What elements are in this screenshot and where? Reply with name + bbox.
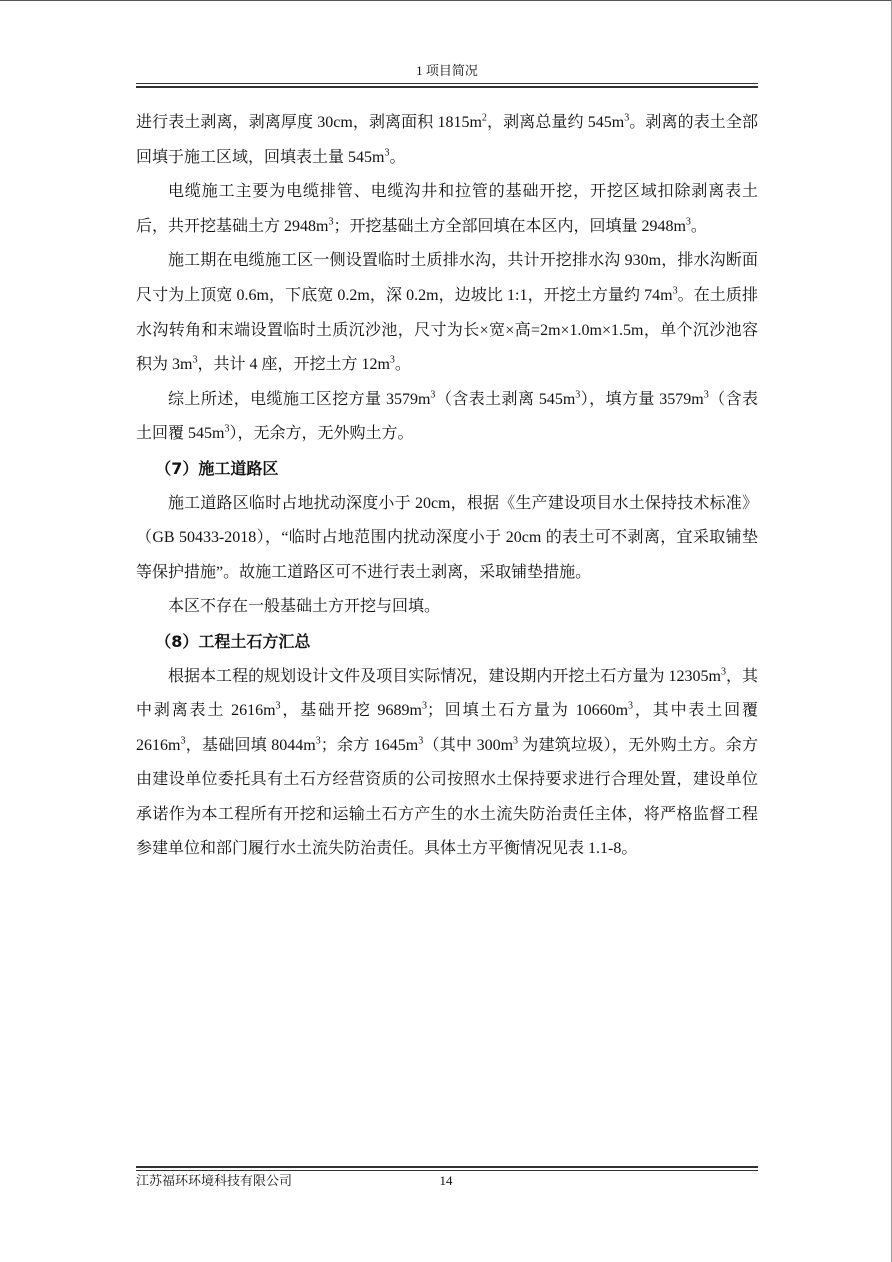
text-run: 。: [690, 217, 707, 235]
text-run: ），填方量 3579m: [580, 390, 704, 408]
superscript: 3: [224, 424, 230, 436]
superscript: 3: [328, 216, 334, 228]
paragraph: [136, 487, 758, 591]
superscript: 3: [624, 112, 630, 124]
text-run: ，其中表土回覆 2616m: [136, 702, 758, 754]
text-run: 。: [394, 356, 411, 374]
text-run: ，剥离总量约 545m: [486, 114, 625, 131]
superscript: 3: [418, 735, 424, 747]
superscript: 3: [275, 700, 281, 712]
section-heading: [136, 452, 758, 487]
page-number: 14: [439, 1173, 453, 1188]
superscript: 3: [628, 700, 634, 712]
paragraph: [136, 106, 758, 175]
paragraph: [136, 175, 758, 244]
text-run: 。剥离的表土全部回填于施工区域，回填表土量 545m: [136, 114, 758, 166]
header-rule: [136, 83, 758, 84]
text-run: 。: [389, 148, 406, 166]
superscript: 3: [315, 735, 321, 747]
superscript: 3: [720, 666, 726, 678]
section-heading: [136, 625, 758, 660]
text-run: 。在土质排水沟转角和末端设置临时土质沉沙池，尺寸为长×宽×高=2m×1.0m×1.5m，单个沉沙池容积为 3m: [136, 286, 758, 374]
paragraph: [136, 590, 758, 625]
text-run: （其中 300m: [423, 736, 514, 754]
paragraph: [136, 244, 758, 382]
superscript: 3: [575, 389, 581, 401]
body-text: [136, 106, 758, 867]
text-run: 综上所述，电缆施工区挖方量 3579m: [168, 390, 431, 408]
superscript: 3: [180, 735, 186, 747]
text-run: ，共计 4 座，开挖土方 12m: [197, 356, 390, 374]
paragraph: [136, 383, 758, 452]
running-header: 1 项目简况: [416, 63, 478, 78]
superscript: 3: [513, 735, 519, 747]
text-run: 进行表土剥离，剥离厚度 30cm，剥离面积 1815m: [136, 114, 482, 131]
text-run: 为建筑垃圾），无外购土方。余方由建设单位委托具有土石方经营资质的公司按照水土保持要求进行合理处置，建设单位承诺作为本工程所有开挖和运输土石方产生的水土流失防治责任主体，将严格监督工程参建单位和部门履行水土流失防治责任。具体土方平衡情况见表 1.1-8。: [136, 736, 758, 858]
text-run: ，基础回填 8044m: [185, 736, 316, 754]
text-run: 施工道路区临时占地扰动深度小于 20cm，根据《生产建设项目水土保持技术标准》（GB 50433-2018），“临时占地范围内扰动深度小于 20cm 的表土可不剥离，宜采取铺垫等保护措施”。故施工道路区可不进行表土剥离，采取铺垫措施。: [136, 494, 758, 581]
text-run: （7）施工道路区: [155, 458, 279, 478]
text-run: （含表土剥离 545m: [435, 390, 576, 408]
superscript: 3: [703, 389, 709, 401]
text-run: ），无余方，无外购土方。: [229, 425, 414, 443]
superscript: 2: [481, 112, 487, 124]
superscript: 3: [389, 354, 395, 366]
superscript: 3: [384, 147, 390, 159]
text-run: （含表土回覆 545m: [136, 390, 758, 443]
footer-rule: [136, 1170, 758, 1171]
footer-rule-bold: [136, 1166, 758, 1168]
superscript: 3: [430, 389, 436, 401]
page-top-border: [0, 0, 892, 1]
superscript: 3: [421, 700, 427, 712]
text-run: （8）工程土石方汇总: [155, 631, 311, 651]
text-run: ，其中剥离表土 2616m: [136, 667, 758, 720]
text-run: 根据本工程的规划设计文件及项目实际情况，建设期内开挖土石方量为 12305m: [168, 667, 721, 685]
superscript: 3: [192, 354, 198, 366]
text-run: 电缆施工主要为电缆排管、电缆沟井和拉管的基础开挖，开挖区域扣除剥离表土后，共开挖基础土方 2948m: [136, 183, 758, 235]
text-run: ；回填土石方量为 10660m: [426, 702, 629, 720]
superscript: 3: [685, 216, 691, 228]
text-run: ，基础开挖 9689m: [280, 702, 422, 720]
text-run: ；开挖基础土方全部回填在本区内，回填量 2948m: [333, 217, 686, 235]
paragraph: [136, 660, 758, 868]
text-run: 本区不存在一般基础土方开挖与回填。: [168, 598, 441, 616]
header-rule-bold: [136, 86, 758, 88]
superscript: 3: [672, 285, 678, 297]
text-run: ；余方 1645m: [320, 736, 419, 754]
footer-company-name: 江苏福环环境科技有限公司: [136, 1173, 293, 1188]
text-run: 施工期在电缆施工区一侧设置临时土质排水沟，共计开挖排水沟 930m，排水沟断面尺寸为上顶宽 0.6m，下底宽 0.2m，深 0.2m，边坡比 1:1，开挖土方量约 74m: [136, 252, 758, 304]
